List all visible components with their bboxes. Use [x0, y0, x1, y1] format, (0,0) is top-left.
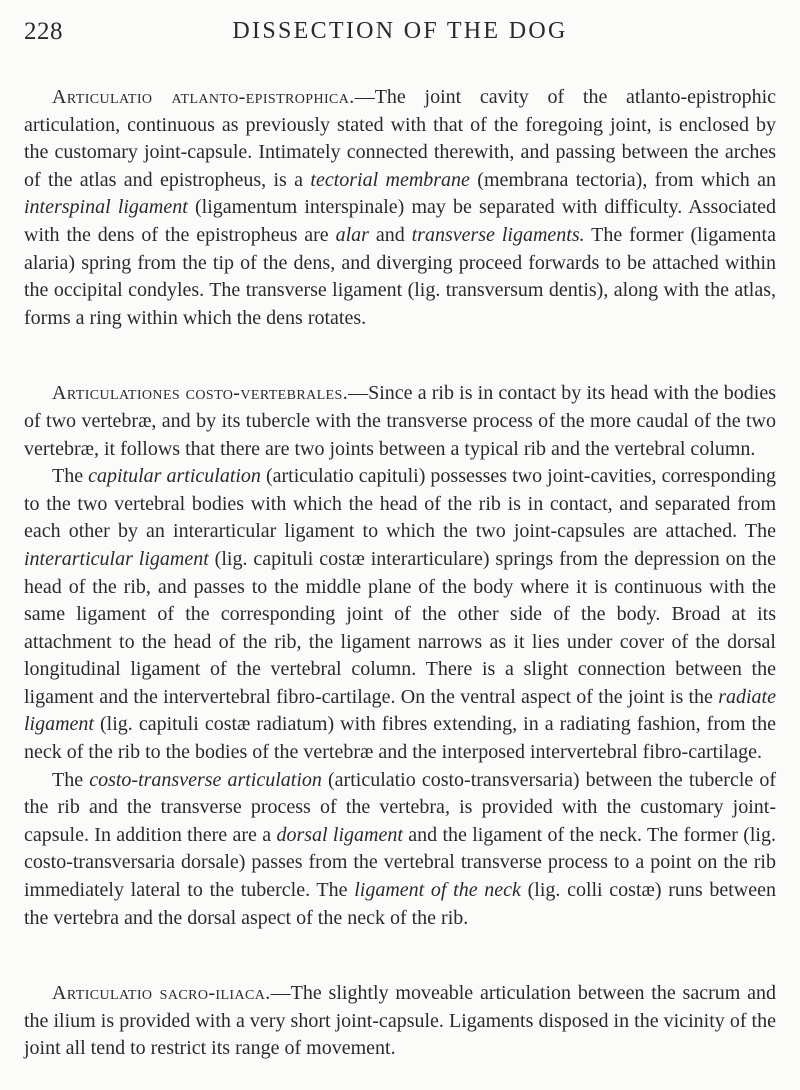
text-run: The former (ligamenta alaria) spring from the tip of the dens, and diverging proceed forwards to be attached within the occipital condyles. The transverse ligament (lig. transversum dentis), along with the atlas, forms a ring within which the dens rotates. — [24, 223, 776, 329]
italic-term: transverse ligaments. — [411, 223, 585, 246]
text-run: (ligamentum interspinale) may be separated with difficulty. Associated with the dens of the epistropheus are — [24, 196, 776, 246]
text-run: (lig. colli costæ) runs between the vertebra and the dorsal aspect of the neck of the rib. — [24, 879, 776, 929]
text-run: —The joint cavity of the atlanto-epistrophic articulation, continuous as previously stated with that of the foregoing joint, is enclosed by the customary joint-capsule. Intimately connected therewith, and passing between the arches of the atlas and epistropheus, is a — [24, 86, 777, 191]
text-run: and the ligament of the neck. The former (lig. costo-transversaria dorsale) passes from the vertebral transverse process to a point on the rib immediately lateral to the tubercle. The — [24, 823, 776, 902]
section-heading: Articulationes costo-vertebrales. — [52, 382, 349, 405]
italic-term: capitular articulation — [88, 465, 261, 488]
italic-term: radiate ligament — [24, 685, 776, 736]
italic-term: alar — [335, 223, 369, 246]
italic-term: ligament of the neck — [354, 879, 521, 902]
text-run: —The slightly moveable articulation between the sacrum and the ilium is provided with a very short joint-capsule. Ligaments disposed in the vicinity of the joint all tend to restrict its range of movement. — [24, 982, 776, 1060]
page-number: 228 — [24, 18, 63, 45]
italic-term: costo-transverse articulation — [89, 768, 322, 791]
paragraph-capitular-articulation — [24, 463, 776, 767]
page-header — [24, 18, 776, 52]
italic-term: interspinal ligament — [24, 196, 188, 219]
paragraph-atlanto-epistrophic — [24, 84, 776, 332]
text-run: The — [52, 465, 89, 488]
italic-term: interarticular ligament — [24, 547, 209, 570]
running-title: DISSECTION OF THE DOG — [232, 18, 568, 44]
italic-term: tectorial membrane — [310, 168, 470, 191]
text-run: —Since a rib is in contact by its head with the bodies of two vertebræ, and by its tubercle with the transverse process of the more caudal of the two vertebræ, it follows that there are two joints between a typical rib and the vertebral column. — [24, 382, 776, 460]
italic-term: dorsal ligament — [276, 823, 403, 846]
section-heading: Articulatio atlanto-epistrophica. — [52, 86, 355, 108]
paragraph-costo-transverse-articulation — [24, 767, 776, 933]
text-run: and — [368, 223, 412, 246]
paragraph-costo-vertebral-intro — [24, 380, 776, 463]
paragraph-sacro-iliac — [24, 980, 776, 1063]
text-run: (lig. capituli costæ radiatum) with fibres extending, in a radiating fashion, from the neck of the rib to the bodies of the vertebræ and the interposed intervertebral fibro-cartilage. — [24, 713, 776, 764]
text-run: (lig. capituli costæ interarticulare) springs from the depression on the head of the rib, and passes to the middle plane of the body where it is continuous with the same ligament of the corresponding joint of the other side of the body. Broad at its attachment to the head of the rib, the ligament narrows as it lies under cover of the dorsal longitudinal ligament of the vertebral column. There is a slight connection between the ligament and the intervertebral fibro-cartilage. On the ventral aspect of the joint is the — [24, 547, 776, 708]
text-run: (articulatio costo-transversaria) between the tubercle of the rib and the transverse process of the vertebra, is provided with the customary joint-capsule. In addition there are a — [24, 768, 777, 846]
section-heading: Articulatio sacro-iliaca. — [52, 982, 271, 1005]
text-run: (membrana tectoria), from which an — [469, 168, 777, 191]
document-body — [24, 84, 776, 1063]
text-run: The — [52, 768, 90, 791]
text-run: (articulatio capituli) possesses two joint-cavities, corresponding to the two vertebral bodies with which the head of the rib is in contact, and separated from each other by an interarticular ligament to which the two joint-capsules are attached. The — [24, 465, 776, 543]
